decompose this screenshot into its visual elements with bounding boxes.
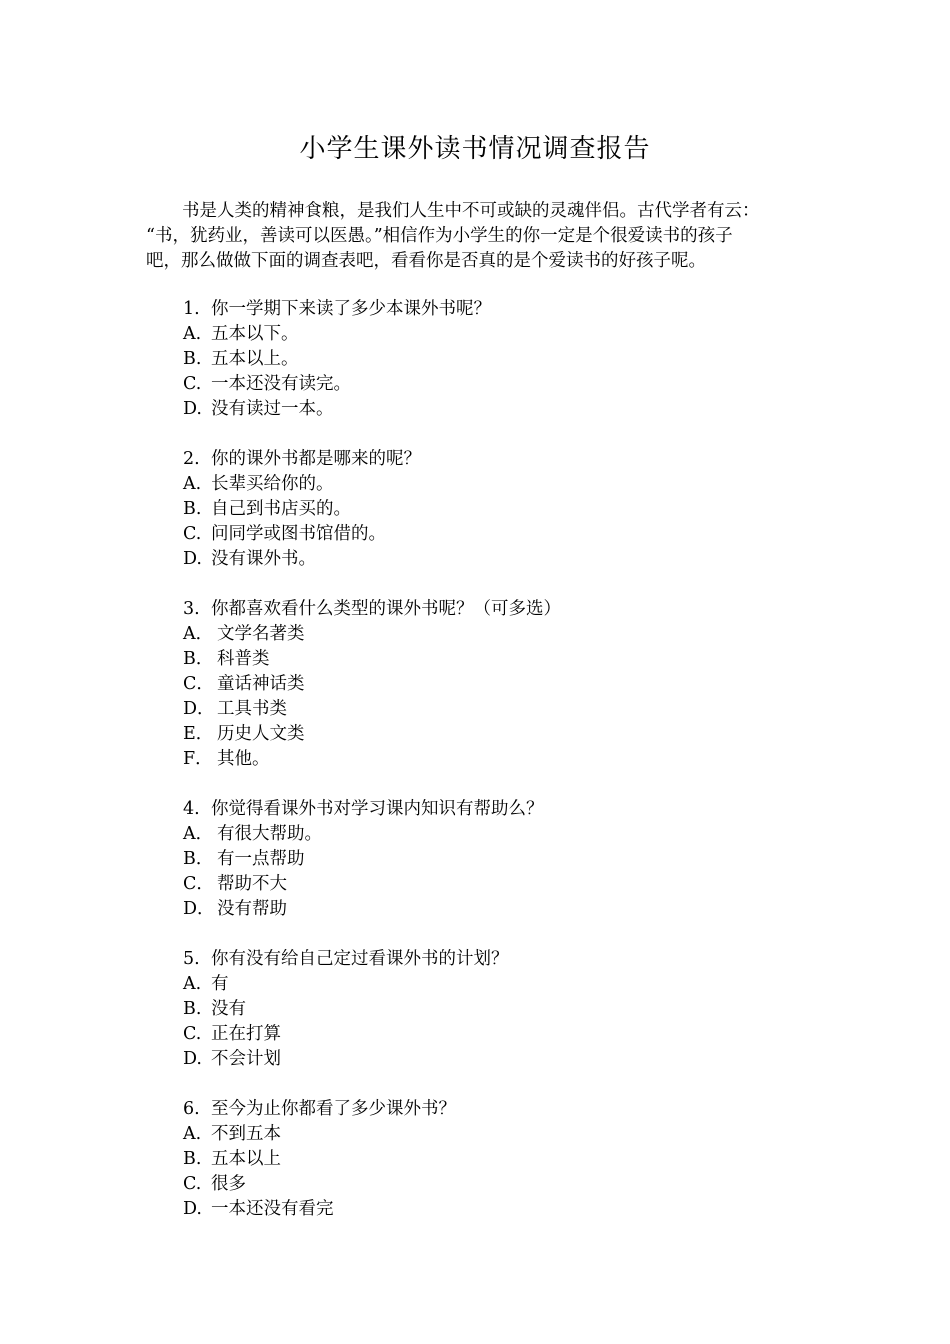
- question-line: [183, 297, 823, 322]
- question-line: [183, 447, 823, 472]
- question-block: [183, 297, 823, 422]
- answer-option: [183, 622, 823, 647]
- option-text: 五本以下。: [211, 324, 299, 344]
- option-text: 历史人文类: [217, 724, 305, 744]
- option-letter: C．: [183, 674, 214, 694]
- question-number: 5.: [183, 949, 200, 969]
- option-text: 童话神话类: [217, 674, 305, 694]
- option-text: 有: [211, 974, 229, 994]
- option-letter: C.: [183, 1174, 202, 1194]
- answer-option: [183, 1022, 823, 1047]
- option-letter: D.: [183, 399, 202, 419]
- intro-line-2: “书，犹药业，善读可以医愚。”相信作为小学生的你一定是个很爱读书的孩子: [146, 226, 733, 246]
- answer-option: [183, 1197, 823, 1222]
- answer-option: [183, 522, 823, 547]
- question-block: [183, 1097, 823, 1222]
- option-letter: A.: [183, 974, 202, 994]
- question-text: 你觉得看课外书对学习课内知识有帮助么？: [211, 799, 544, 819]
- option-text: 五本以上。: [211, 349, 299, 369]
- option-letter: A.: [183, 1124, 202, 1144]
- option-text: 很多: [211, 1174, 246, 1194]
- question-text: 你都喜欢看什么类型的课外书呢？（可多选）: [211, 599, 561, 619]
- intro-line-3: 吧，那么做做下面的调查表吧，看看你是否真的是个爱读书的好孩子呢。: [146, 251, 706, 271]
- option-letter: A．: [183, 824, 214, 844]
- option-letter: B．: [183, 849, 214, 869]
- question-line: [183, 797, 823, 822]
- answer-option: [183, 872, 823, 897]
- question-text: 至今为止你都看了多少课外书？: [211, 1099, 456, 1119]
- question-number: 2.: [183, 449, 200, 469]
- option-letter: F．: [183, 749, 213, 769]
- answer-option: [183, 897, 823, 922]
- question-text: 你有没有给自己定过看课外书的计划？: [211, 949, 509, 969]
- option-text: 没有读过一本。: [211, 399, 334, 419]
- question-block: [183, 447, 823, 572]
- option-letter: C．: [183, 874, 214, 894]
- answer-option: [183, 1147, 823, 1172]
- answer-option: [183, 672, 823, 697]
- option-text: 不到五本: [211, 1124, 281, 1144]
- question-line: [183, 597, 823, 622]
- question-number: 4.: [183, 799, 200, 819]
- option-text: 一本还没有读完。: [211, 374, 351, 394]
- question-number: 6.: [183, 1099, 200, 1119]
- question-block: [183, 797, 823, 922]
- answer-option: [183, 972, 823, 997]
- option-text: 工具书类: [217, 699, 287, 719]
- question-line: [183, 947, 823, 972]
- intro-paragraph: [146, 199, 814, 274]
- option-text: 五本以上: [211, 1149, 281, 1169]
- option-letter: B．: [183, 649, 214, 669]
- option-text: 自己到书店买的。: [211, 499, 351, 519]
- intro-line-1: 书是人类的精神食粮，是我们人生中不可或缺的灵魂伴侣。古代学者有云：: [182, 201, 760, 221]
- answer-option: [183, 747, 823, 772]
- answer-option: [183, 847, 823, 872]
- answer-option: [183, 372, 823, 397]
- option-text: 问同学或图书馆借的。: [211, 524, 386, 544]
- option-letter: A.: [183, 324, 202, 344]
- option-letter: B.: [183, 499, 202, 519]
- answer-option: [183, 1172, 823, 1197]
- option-text: 长辈买给你的。: [211, 474, 334, 494]
- option-text: 其他。: [217, 749, 270, 769]
- question-block: [183, 597, 823, 772]
- answer-option: [183, 397, 823, 422]
- option-letter: C.: [183, 1024, 202, 1044]
- option-letter: D.: [183, 1199, 202, 1219]
- option-letter: C.: [183, 524, 202, 544]
- option-text: 科普类: [217, 649, 270, 669]
- option-letter: D．: [183, 899, 215, 919]
- option-text: 一本还没有看完: [211, 1199, 334, 1219]
- document-title: 小学生课外读书情况调查报告: [299, 134, 651, 164]
- answer-option: [183, 822, 823, 847]
- option-letter: B.: [183, 999, 202, 1019]
- question-text: 你的课外书都是哪来的呢？: [211, 449, 421, 469]
- answer-option: [183, 472, 823, 497]
- answer-option: [183, 697, 823, 722]
- answer-option: [183, 1047, 823, 1072]
- option-letter: A.: [183, 474, 202, 494]
- answer-option: [183, 497, 823, 522]
- question-list: [183, 297, 823, 1247]
- question-number: 1.: [183, 299, 200, 319]
- option-text: 帮助不大: [217, 874, 287, 894]
- option-letter: D.: [183, 549, 202, 569]
- option-letter: C.: [183, 374, 202, 394]
- option-text: 没有课外书。: [211, 549, 316, 569]
- answer-option: [183, 322, 823, 347]
- option-text: 没有: [211, 999, 246, 1019]
- answer-option: [183, 647, 823, 672]
- option-letter: B.: [183, 1149, 202, 1169]
- question-block: [183, 947, 823, 1072]
- question-number: 3.: [183, 599, 200, 619]
- option-letter: B.: [183, 349, 202, 369]
- option-text: 有一点帮助: [217, 849, 305, 869]
- answer-option: [183, 722, 823, 747]
- answer-option: [183, 547, 823, 572]
- option-text: 正在打算: [211, 1024, 281, 1044]
- option-letter: A．: [183, 624, 214, 644]
- option-text: 有很大帮助。: [217, 824, 322, 844]
- option-letter: D.: [183, 1049, 202, 1069]
- option-letter: E．: [183, 724, 214, 744]
- answer-option: [183, 997, 823, 1022]
- option-letter: D．: [183, 699, 215, 719]
- option-text: 没有帮助: [217, 899, 287, 919]
- answer-option: [183, 347, 823, 372]
- question-line: [183, 1097, 823, 1122]
- option-text: 不会计划: [211, 1049, 281, 1069]
- option-text: 文学名著类: [217, 624, 305, 644]
- question-text: 你一学期下来读了多少本课外书呢？: [211, 299, 491, 319]
- answer-option: [183, 1122, 823, 1147]
